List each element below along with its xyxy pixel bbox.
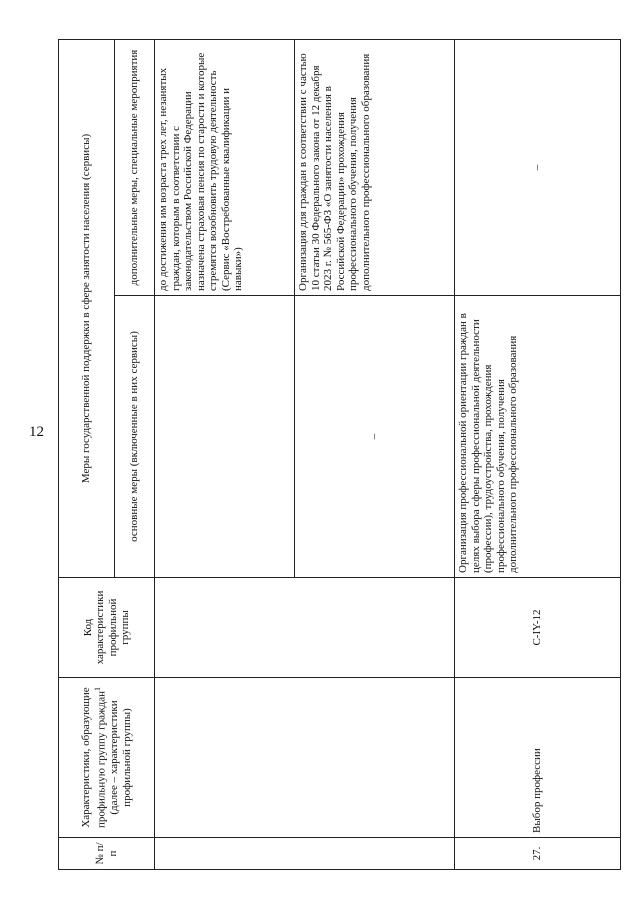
row-27-no: 27. xyxy=(455,838,621,870)
cell-empty-code xyxy=(155,578,455,678)
cell-main-dash: – xyxy=(295,296,455,578)
row-27-additional: – xyxy=(455,40,621,296)
header-characteristics xyxy=(59,678,155,838)
header-no: № п/п xyxy=(59,838,155,870)
rotated-table-container xyxy=(58,40,620,870)
footnote-mark: 1 xyxy=(93,687,103,691)
row-27-code: С-IY-12 xyxy=(455,578,621,678)
row-27-characteristic: Выбор профессии xyxy=(455,678,621,838)
row-27-main-measure: Организация профессиональной ориентации граждан в целях выбора сферы профессиональной деятельности (профессии), трудоустройства, прохождения профессионального обучения, получения дополнительного профессионального образования xyxy=(455,296,621,578)
cell-main-continued xyxy=(155,296,295,578)
header-main-measures: основные меры (включенные в них сервисы) xyxy=(115,296,155,578)
cell-additional-continued: до достижения им возраста трех лет, незанятых граждан, которым в соответствии с законодательством Российской Федерации назначена страховая пенсия по старости и которые стремятся возобновить трудовую деятельность (Сервис «Востребованные квалификации и навыки») xyxy=(155,40,295,296)
header-characteristics-note: (далее – характеристики профильной группы) xyxy=(108,700,133,815)
support-measures-table xyxy=(58,39,621,870)
header-additional-measures: дополнительные меры, специальные мероприятия xyxy=(115,40,155,296)
page-number: 12 xyxy=(29,424,44,440)
cell-empty-no xyxy=(155,838,455,870)
cell-empty-characteristic xyxy=(155,678,455,838)
cell-additional-565fz: Организация для граждан в соответствии с частью 10 статьи 30 Федерального закона от 12 декабря 2023 г. № 565-ФЗ «О занятости населения в Российской Федерации» прохождения профессионального обучения, получения дополнительного профессионального образования xyxy=(295,40,455,296)
header-code: Код характеристики профильной группы xyxy=(59,578,155,678)
header-measures: Меры государственной поддержки в сфере занятости населения (сервисы) xyxy=(59,40,115,578)
header-characteristics-text: Характеристики, образующие профильную группу граждан xyxy=(79,687,108,829)
